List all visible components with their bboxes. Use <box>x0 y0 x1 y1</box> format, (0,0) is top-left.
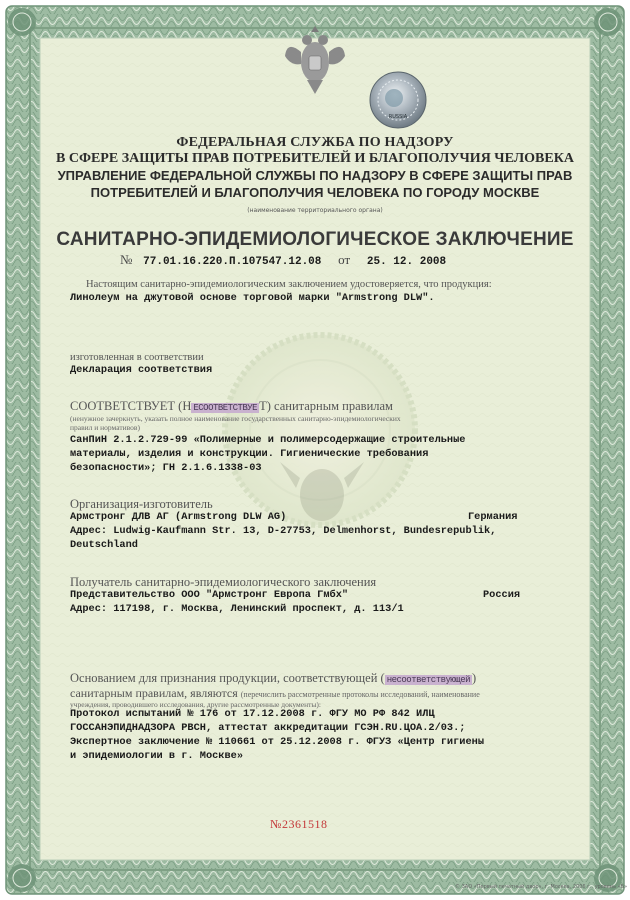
date-label: от <box>338 252 351 267</box>
grounds-label-start: Основанием для признания продукции, соответствующей ( <box>70 671 385 685</box>
product-intro: Настоящим санитарно-эпидемиологическим заключением удостоверяется, что продукция: <box>86 279 492 290</box>
manufacturer-country: Германия <box>468 511 518 523</box>
conformity-line-2: материалы, изделия и конструкции. Гигиенические требования <box>70 448 429 460</box>
grounds-label-2 <box>70 686 480 701</box>
conformity-label-start: СООТВЕТСТВУЕТ (Н <box>70 399 192 413</box>
conformity-note-2: правил и нормативов) <box>70 423 140 432</box>
recipient-address: Адрес: 117198, г. Москва, Ленинский проспект, д. 113/1 <box>70 603 404 615</box>
grounds-label-2-text: санитарным правилам, являются <box>70 686 238 700</box>
recipient-country: Россия <box>483 589 521 601</box>
document-title: САНИТАРНО-ЭПИДЕМИОЛОГИЧЕСКОЕ ЗАКЛЮЧЕНИЕ <box>56 229 574 250</box>
certificate-number-line <box>120 252 446 268</box>
grounds-line-4: и эпидемиологии в г. Москве» <box>70 750 244 762</box>
conformity-label-end: Т) санитарным правилам <box>259 399 393 413</box>
grounds-label <box>70 671 476 686</box>
recipient-name: Представительство ООО "Армстронг Европа Гмбх" <box>70 589 349 601</box>
conformity-line-1: СанПиН 2.1.2.729-99 «Полимерные и полимерсодержащие строительные <box>70 434 466 446</box>
grounds-line-2: ГОССАНЭПИДНАДЗОРА РВСН, аттестат аккредитации ГСЭН.RU.ЦОА.2/03.; <box>70 722 466 734</box>
conformity-line-3: безопасности»; ГН 2.1.6.1338-03 <box>70 462 262 474</box>
grounds-label-end: ) <box>472 671 477 685</box>
basis-doc-value: Декларация соответствия <box>70 364 213 376</box>
agency-line-1: ФЕДЕРАЛЬНАЯ СЛУЖБА ПО НАДЗОРУ <box>176 135 454 150</box>
manufacturer-address-2: Deutschland <box>70 539 138 551</box>
hologram-text: RUSSIA <box>388 114 408 120</box>
printer-footer: © ЗАО «Первый печатный двор», г. Москва, 2006 г., уровень «Б» <box>455 884 628 890</box>
grounds-note-inline: (перечислить рассмотренные протоколы исследований, наименование <box>240 690 480 699</box>
form-serial-number: №2361518 <box>270 817 328 831</box>
territorial-body-note: (наименование территориального органа) <box>247 207 383 214</box>
basis-doc-label: изготовленная в соответствии <box>70 352 204 363</box>
conformity-label <box>70 399 393 414</box>
number-sign: № <box>120 252 133 267</box>
double-headed-eagle-emblem <box>283 22 347 98</box>
agency-line-3: УПРАВЛЕНИЕ ФЕДЕРАЛЬНОЙ СЛУЖБЫ ПО НАДЗОРУ В СФЕРЕ ЗАЩИТЫ ПРАВ <box>57 168 573 183</box>
manufacturer-name: Армстронг ДЛВ АГ (Armstrong DLW AG) <box>70 511 287 523</box>
grounds-line-3: Экспертное заключение № 110661 от 25.12.2008 г. ФГУЗ «Центр гигиены <box>70 736 485 748</box>
hologram-seal-icon <box>368 70 428 130</box>
certificate-date: 25. 12. 2008 <box>366 256 447 268</box>
manufacturer-address-1: Адрес: Ludwig-Kaufmann Str. 13, D-27753, Delmenhorst, Bundesrepublik, <box>70 525 497 537</box>
agency-line-2: В СФЕРЕ ЗАЩИТЫ ПРАВ ПОТРЕБИТЕЛЕЙ И БЛАГОПОЛУЧИЯ ЧЕЛОВЕКА <box>56 151 574 166</box>
product-value: Линолеум на джутовой основе торговой марки "Armstrong DLW". <box>70 292 435 304</box>
recipient-label: Получатель санитарно-эпидемиологического заключения <box>70 575 377 589</box>
grounds-note-2: учреждения, проводившего исследования, другие рассмотренные документы): <box>70 700 321 709</box>
struck-nonconforming: несоответствующей <box>386 675 471 685</box>
certificate-number: 77.01.16.220.П.107547.12.08 <box>143 256 322 268</box>
struck-nonconformity: ЕСООТВЕТСТВУЕ <box>193 403 258 413</box>
grounds-line-1: Протокол испытаний № 176 от 17.12.2008 г. ФГУ МО РФ 842 ИЛЦ <box>70 708 435 720</box>
agency-line-4: ПОТРЕБИТЕЛЕЙ И БЛАГОПОЛУЧИЯ ЧЕЛОВЕКА ПО ГОРОДУ МОСКВЕ <box>90 185 540 200</box>
conformity-note-1: (ненужное зачеркнуть, указать полное наименование государственных санитарно-эпидемиологических <box>70 414 401 423</box>
manufacturer-label: Организация-изготовитель <box>70 497 213 511</box>
